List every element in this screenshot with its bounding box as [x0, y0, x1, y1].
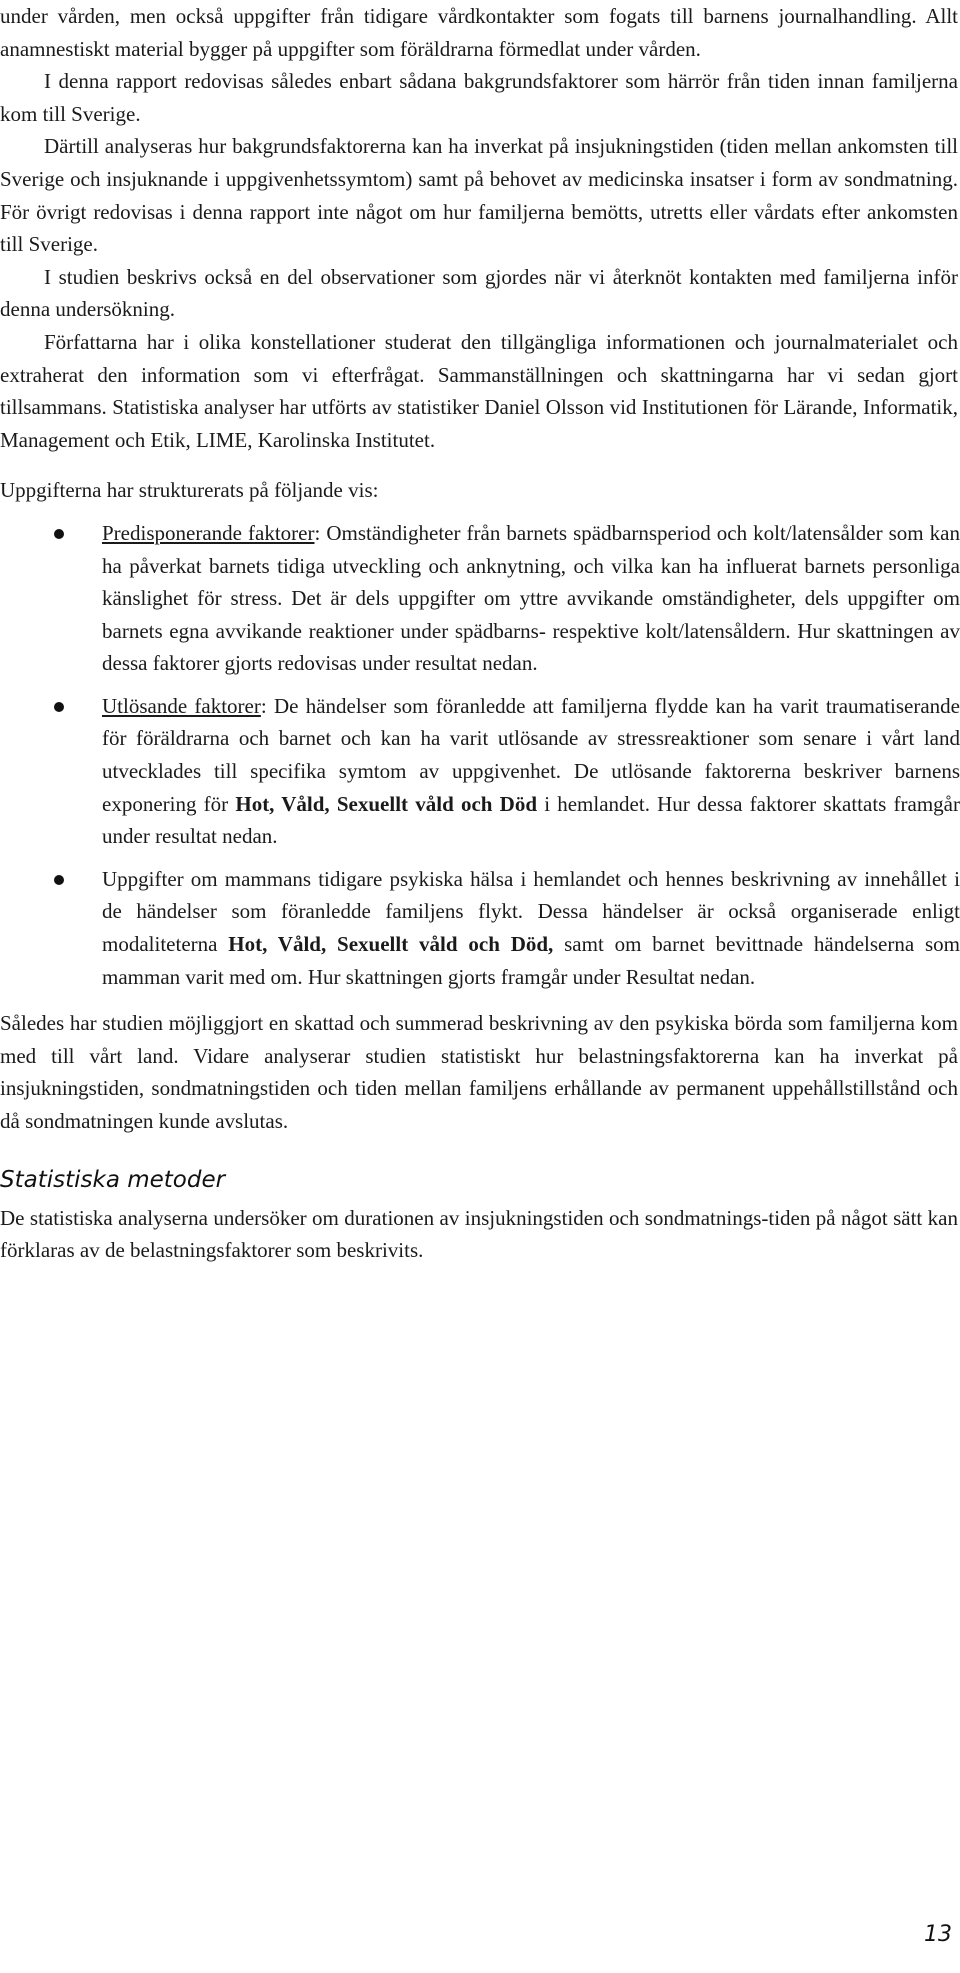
term-predisposing: Predisponerande faktorer	[102, 520, 315, 545]
text-triggering-b: i hemlandet. Hur dessa faktorer skattats framgår under resultat nedan.	[102, 791, 960, 849]
paragraph-summary: Således har studien möjliggjort en skattad och summerad beskrivning av den psykiska börda som familjerna kom med till vårt land. Vidare analyserar studien statistiskt hur belastningsfaktorerna kan ha inverkat på insjukningstiden, sondmatningstiden och tiden mellan familjens erhållande av permanent uppehållstillstånd och då sondmatningen kunde avslutas.	[0, 1011, 958, 1133]
bullet-icon	[54, 875, 64, 885]
paragraph-scope: I denna rapport redovisas således enbart sådana bakgrundsfaktorer som härrör från tiden innan familjerna kom till Sverige.	[0, 69, 958, 126]
text-triggering-a: : De händelser som föranledde att familjerna flydde kan ha varit traumatiserande för föräldrarna och barnet och kan ha varit utlösande av stressreaktioner som senare i vårt land utvecklades till specifika symtom av uppgivenhet. De utlösande faktorerna beskriver barnens exponering för	[102, 693, 960, 816]
paragraph-analysis: Därtill analyseras hur bakgrundsfaktorerna kan ha inverkat på insjukningstiden (tiden mellan ankomsten till Sverige och insjuknande i uppgivenhetssymtom) samt på behovet av medicinska insatser i form av sondmatning. För övrigt redovisas i denna rapport inte något om hur familjerna bemötts, utretts eller vårdats efter ankomsten till Sverige.	[0, 134, 958, 257]
paragraph-observations: I studien beskrivs också en del observationer som gjordes när vi återknöt kontakten med familjerna inför denna undersökning.	[0, 264, 958, 322]
section-heading-statistical-methods: Statistiska metoder	[0, 1166, 226, 1193]
paragraph-structure-intro: Uppgifterna har strukturerats på följande vis:	[0, 478, 379, 503]
bullet-icon	[54, 702, 64, 712]
term-triggering: Utlösande faktorer	[102, 693, 261, 718]
paragraph-intro-continued: under vården, men också uppgifter från tidigare vårdkontakter som fogats till barnens journalhandling. Allt anamnestiskt material bygger på uppgifter som föräldrarna förmedlat under vården.	[0, 4, 958, 61]
text-triggering-bold: Hot, Våld, Sexuellt våld och Död	[235, 791, 537, 816]
list-item-predisposing	[0, 517, 960, 680]
factor-list	[0, 517, 960, 993]
paragraph-authors: Författarna har i olika konstellationer studerat den tillgängliga informationen och journalmaterialet och extraherat den information som vi efterfrågat. Sammanställningen och skattningarna har vi sedan gjort tillsammans. Statistiska analyser har utförts av statistiker Daniel Olsson vid Institutionen för Lärande, Informatik, Management och Etik, LIME, Karolinska Institutet.	[0, 329, 958, 452]
list-item-mother	[0, 863, 960, 993]
text-mother-a: Uppgifter om mammans tidigare psykiska hälsa i hemlandet och hennes beskrivning av innehållet i de händelser som föranledde familjens flykt. Dessa händelser är också organiserade enligt modaliteterna	[102, 866, 960, 957]
page-number: 13	[924, 1922, 952, 1947]
bullet-icon	[54, 529, 64, 539]
text-mother-bold: Hot, Våld, Sexuellt våld och Död,	[228, 932, 554, 957]
list-item-triggering	[0, 690, 960, 853]
paragraph-statistical-methods: De statistiska analyserna undersöker om durationen av insjukningstiden och sondmatnings-tiden på något sätt kan förklaras av de belastningsfaktorer som beskrivits.	[0, 1205, 958, 1263]
text-predisposing: : Omständigheter från barnets spädbarnsperiod och kolt/latensålder som kan ha påverkat barnets tidiga utveckling och anknytning, och vilka kan ha influerat barnets personliga känslighet för stress. Det är dels uppgifter om yttre avvikande omständigheter, dels uppgifter om barnets egna avvikande reaktioner under spädbarns- respektive kolt/latensåldern. Hur skattningen av dessa faktorer gjorts redovisas under resultat nedan.	[102, 520, 960, 676]
text-mother-b: samt om barnet bevittnade händelserna som mamman varit med om. Hur skattningen gjorts framgår under Resultat nedan.	[102, 932, 960, 989]
